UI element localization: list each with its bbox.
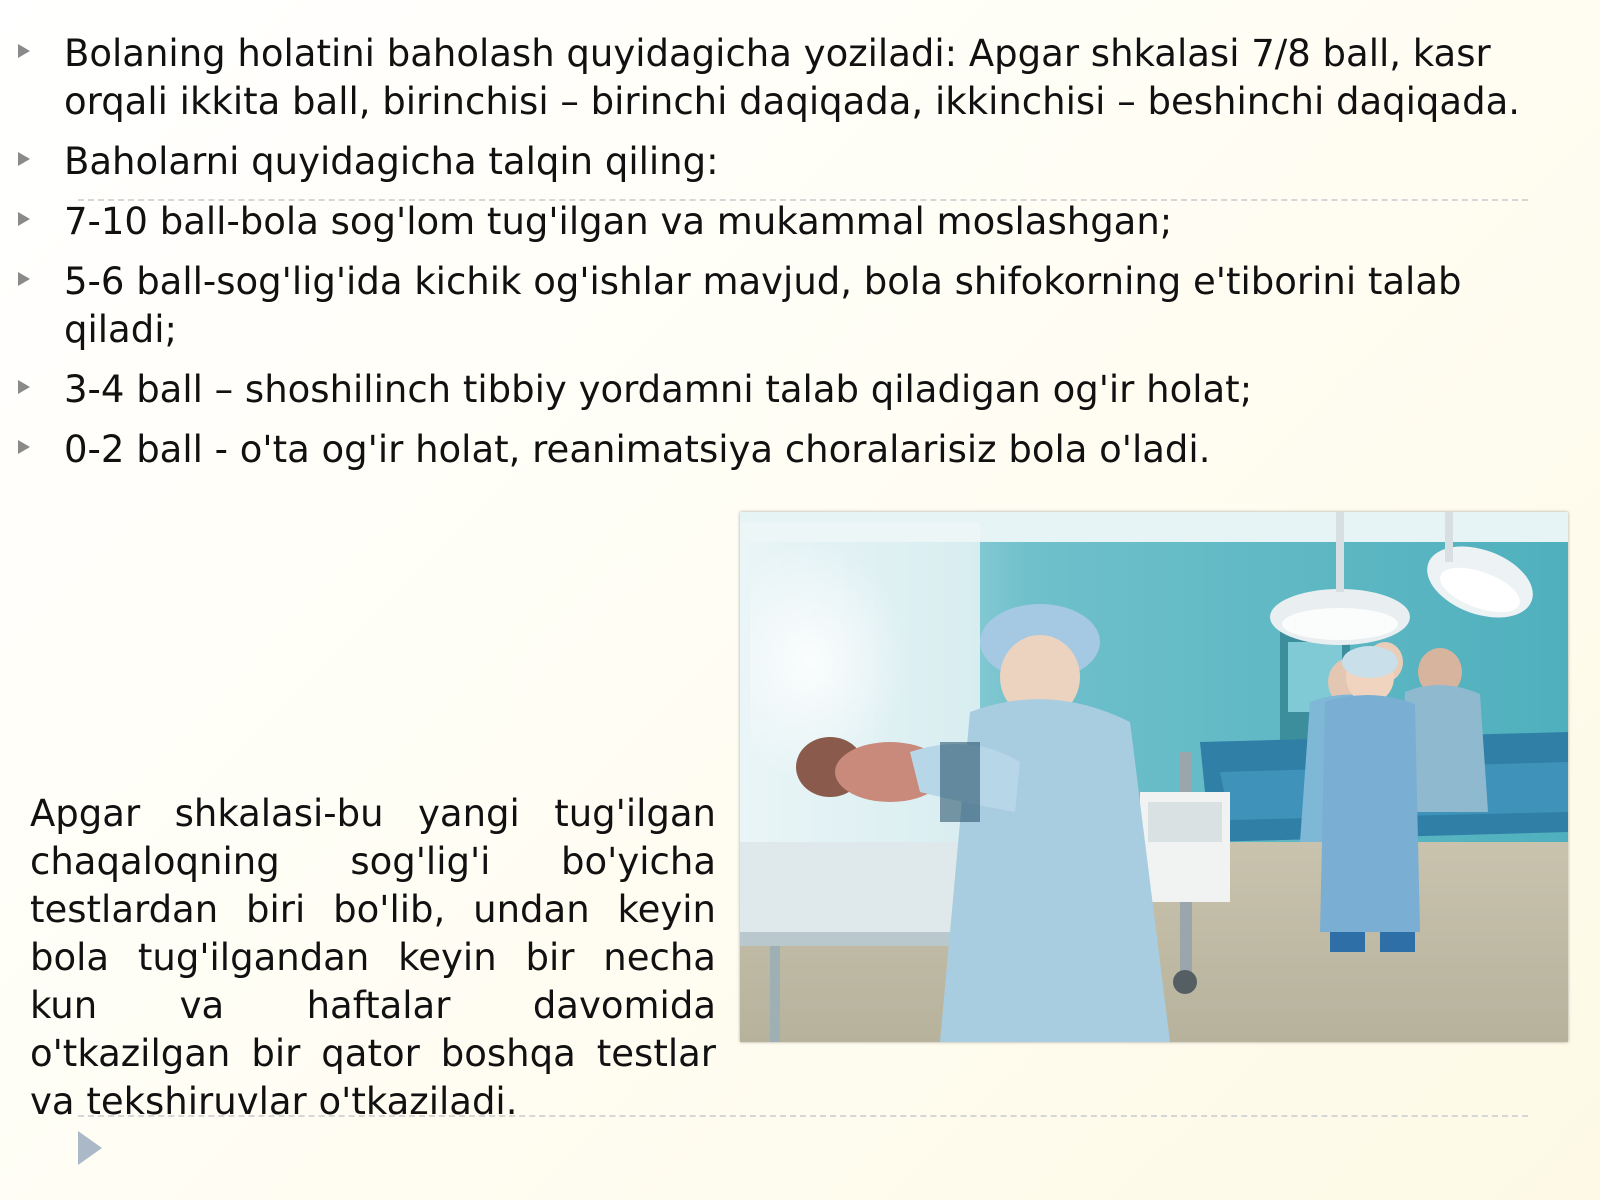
description-paragraph: Apgar shkalasi-bu yangi tug'ilgan chaqaloqning sog'lig'i bo'yicha testlardan biri bo'lib, undan keyin bola tug'ilgandan keyin bir necha kun va haftalar davomida o'tkazilgan bir qator boshqa testlar va tekshiruvlar o'tkaziladi. [30, 792, 716, 1123]
bullet-text: 0-2 ball - o'ta og'ir holat, reanimatsiya choralarisiz bola o'ladi. [64, 428, 1211, 471]
bullet-text: 3-4 ball – shoshilinch tibbiy yordamni talab qiladigan og'ir holat; [64, 368, 1253, 411]
delivery-room-photo [740, 512, 1568, 1042]
triangle-bullet-icon [18, 152, 30, 166]
next-slide-arrow-icon[interactable] [78, 1131, 102, 1165]
triangle-bullet-icon [18, 44, 30, 58]
bullet-item [18, 426, 1548, 474]
bullet-list [18, 30, 1548, 486]
bullet-text: Baholarni quyidagicha talqin qiling: [64, 140, 719, 183]
bullet-item [18, 138, 1548, 186]
dashed-divider [78, 199, 1528, 201]
bullet-text: Bolaning holatini baholash quyidagicha yoziladi: Apgar shkalasi 7/8 ball, kasr orqali ikkita ball, birinchisi – birinchi daqiqada, ikkinchisi – beshinchi daqiqada. [64, 32, 1521, 123]
bullet-text: 7-10 ball-bola sog'lom tug'ilgan va mukammal moslashgan; [64, 200, 1173, 243]
bullet-item [18, 30, 1548, 126]
triangle-bullet-icon [18, 212, 30, 226]
triangle-bullet-icon [18, 440, 30, 454]
triangle-bullet-icon [18, 272, 30, 286]
dashed-divider [78, 1115, 1528, 1117]
triangle-bullet-icon [18, 380, 30, 394]
bullet-item [18, 198, 1548, 246]
bullet-item [18, 366, 1548, 414]
bullet-item [18, 258, 1548, 354]
bullet-text: 5-6 ball-sog'lig'ida kichik og'ishlar mavjud, bola shifokorning e'tiborini talab qiladi; [64, 260, 1462, 351]
